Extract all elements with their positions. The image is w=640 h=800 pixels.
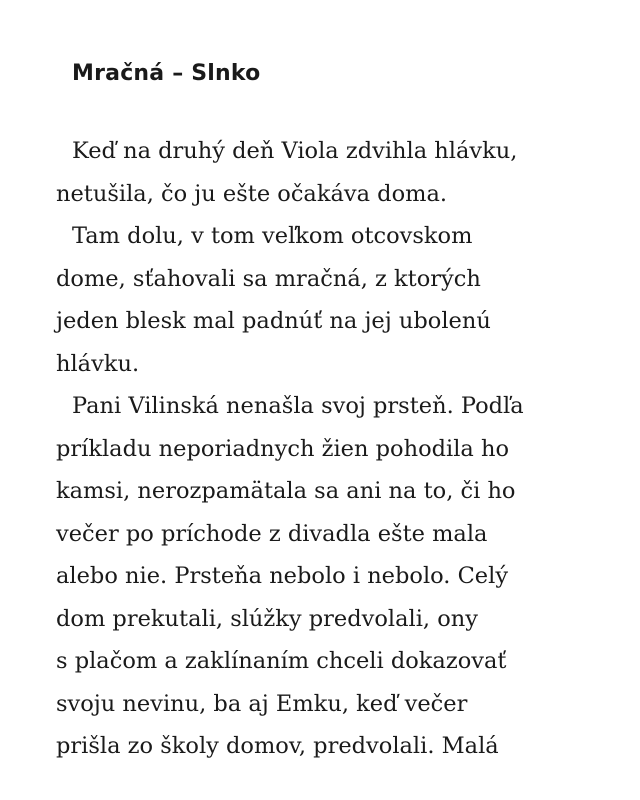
text-line: s plačom a zaklínaním chceli dokazovať: [56, 648, 507, 674]
text-line: alebo nie. Prsteňa nebolo i nebolo. Celý: [56, 563, 509, 589]
chapter-title: Mračná – Slnko: [72, 61, 261, 86]
text-line: Tam dolu, v tom veľkom otcovskom: [72, 223, 473, 249]
text-line: Pani Vilinská nenašla svoj prsteň. Podľa: [72, 393, 524, 419]
text-line: večer po príchode z divadla ešte mala: [56, 520, 488, 547]
chapter-body-text: [56, 130, 600, 768]
text-line: jeden blesk mal padnúť na jej ubolenú: [56, 308, 491, 334]
text-line: netušila, čo ju ešte očakáva doma.: [56, 180, 448, 207]
text-line: hlávku.: [56, 350, 140, 377]
text-line: svoju nevinu, ba aj Emku, keď večer: [56, 690, 468, 717]
text-line: Keď na druhý deň Viola zdvihla hlávku,: [72, 138, 518, 164]
text-line: príkladu neporiadnych žien pohodila ho: [56, 435, 510, 462]
text-line: dom prekutali, slúžky predvolali, ony: [56, 605, 478, 632]
text-line: kamsi, nerozpamätala sa ani na to, či ho: [56, 478, 516, 504]
text-line: prišla zo školy domov, predvolali. Malá: [56, 733, 499, 759]
text-line: dome, sťahovali sa mračná, z ktorých: [56, 265, 481, 292]
